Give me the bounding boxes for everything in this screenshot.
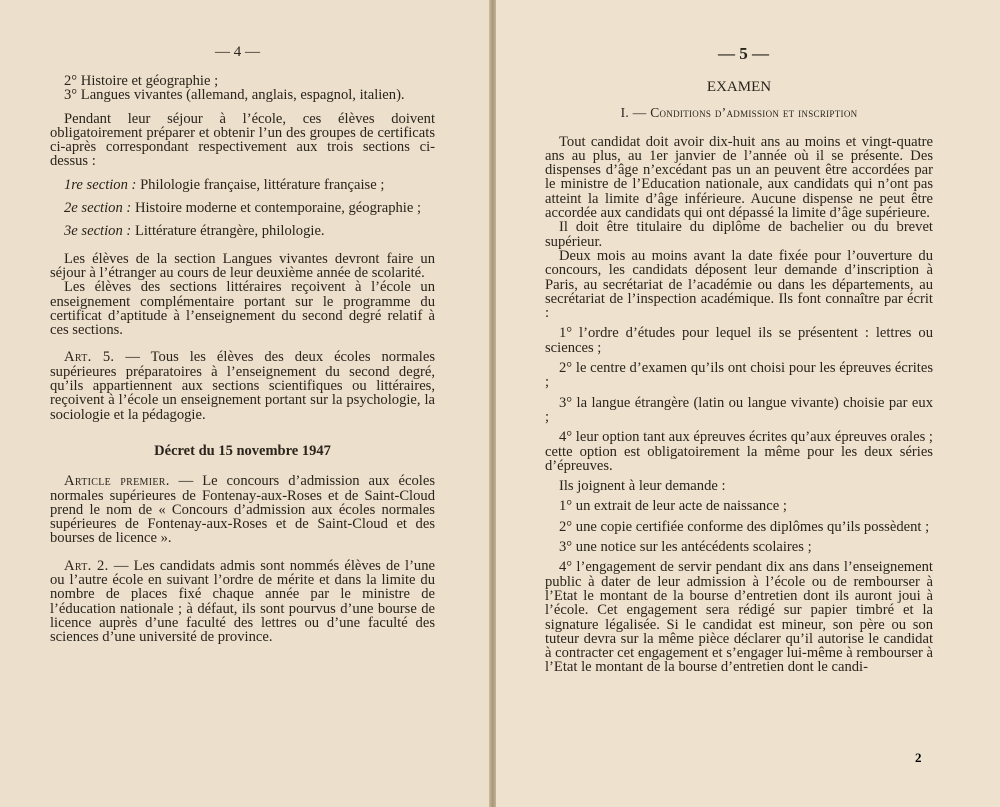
section-line-3 (50, 224, 435, 238)
article-label: Art. 2. (64, 557, 109, 574)
decree-title: Décret du 15 novembre 1947 (154, 442, 331, 459)
paragraph: Les élèves des sections littéraires reçoivent à l’école un enseignement complémentaire portant sur le programme du certificat d’aptitude à l’enseignement du second degré relatif à ces sections. (50, 279, 435, 339)
paragraph: Tout candidat doit avoir dix-huit ans au moins et vingt-quatre ans au plus, au 1er janvier de l’année où il se présente. Des dispenses d’âge n’excédant pas un an peuvent être accordées par le ministre de l’Education nationale, aux candidats qui n’ont pas atteint la limite d’âge inférieure. Aucune dispense ne peut être accordée aux candidats qui ont dépassé la limite d’âge supérieure. (545, 133, 933, 222)
article-label: Article premier. (64, 473, 170, 490)
article-2 (50, 559, 435, 645)
section-label: 1re section : (64, 176, 137, 193)
footer-page-number: 2 (915, 750, 922, 765)
paragraph: Deux mois au moins avant la date fixée pour l’ouverture du concours, les candidats déposent leur demande d’inscription à Paris, au secrétariat de l’académie ou dans les départements, au secrétariat de l’inspection académique. Ils font connaître par écrit : (545, 247, 933, 322)
section-text: Littérature étrangère, philologie. (134, 223, 325, 240)
section-heading: EXAMEN (706, 79, 772, 95)
paragraph: Ils joignent à leur demande : (559, 478, 726, 495)
section-label: 3e section : (64, 223, 132, 240)
list-item: 4° leur option tant aux épreuves écrites qu’aux épreuves orales ; cette option est obligatoirement la même pour les deux séries d’épreuves. (545, 429, 933, 474)
paragraph: Pendant leur séjour à l’école, ces élèves doivent obligatoirement préparer et obtenir l’un des groupes de certificats ci-après correspondant respectivement aux trois sections ci-dessus : (50, 110, 435, 170)
left-page (0, 0, 490, 807)
article-5 (50, 350, 435, 421)
section-label: 2e section : (64, 200, 132, 217)
page-number-left: — 4 — (215, 44, 260, 60)
list-item: 3° une notice sur les antécédents scolaires ; (559, 539, 812, 556)
article-text: — Le concours d’admission aux écoles normales supérieures de Fontenay-aux-Roses et de Saint-Cloud prend le nom de « Concours d’admission aux écoles normales supérieures de Fontenay-aux-Roses et de Saint-Cloud et des bourses de licence ». (50, 473, 435, 547)
list-item: 2° une copie certifiée conforme des diplômes qu’ils possèdent ; (559, 518, 930, 535)
article-text: — Tous les élèves des deux écoles normales supérieures préparatoires à l’enseignement du second degré, qu’ils appartiennent aux sections scientifiques ou littéraires, reçoivent à l’école un enseignement portant sur la psychologie, la sociologie et la pédagogie. (50, 349, 435, 423)
list-item: 3° la langue étrangère (latin ou langue vivante) choisie par eux ; (545, 394, 933, 425)
paragraph: 3° Langues vivantes (allemand, anglais, espagnol, italien). (64, 87, 405, 104)
article-1 (50, 474, 435, 545)
section-line-2 (50, 201, 435, 215)
section-text: Philologie française, littérature française ; (140, 176, 385, 193)
page-number-right: — 5 — (718, 44, 769, 63)
article-label: Art. 5. (64, 349, 115, 366)
list-item: 4° l’engagement de servir pendant dix ans dans l’enseignement public à dater de leur admission à l’école ou de rembourser à l’Etat le montant de la bourse d’entretien dont ils auront joui à l’école. Cet engagement sera rédigé sur papier timbré et la signature légalisée. Si le candidat est mineur, son père ou son tuteur devra sur la même pièce déclarer qu’il autorise le candidat à contracter cet engagement et s’engager lui-même à rembourser à l’Etat le montant de la bourse d’entretien dont le candi- (545, 559, 933, 676)
list-item: 2° le centre d’examen qu’ils ont choisi pour les épreuves écrites ; (545, 360, 933, 391)
paragraph: Les élèves de la section Langues vivantes devront faire un séjour à l’étranger au cours de leur deuxième année de scolarité. (50, 250, 435, 281)
list-item: 1° l’ordre d’études pour lequel ils se présentent : lettres ou sciences ; (545, 325, 933, 356)
section-text: Histoire moderne et contemporaine, géographie ; (134, 200, 422, 217)
article-text: — Les candidats admis sont nommés élèves de l’une ou l’autre école en suivant l’ordre de mérite et dans la limite du nombre de places fixé chaque année par le ministre de l’éducation nationale ; à défaut, ils sont pourvus d’une bourse de licence auprès d’une faculté des lettres ou d’une faculté des sciences d’une université de province. (50, 557, 436, 646)
section-subheading: I. — Conditions d’admission et inscription (620, 105, 858, 121)
section-line-1 (50, 178, 435, 192)
list-item: 1° un extrait de leur acte de naissance ; (559, 498, 787, 515)
right-page-text (545, 80, 933, 675)
paragraph: Il doit être titulaire du diplôme de bachelier ou du brevet supérieur. (545, 219, 933, 250)
paragraph: 2° Histoire et géographie ; (64, 73, 219, 89)
left-page-text (50, 74, 435, 645)
